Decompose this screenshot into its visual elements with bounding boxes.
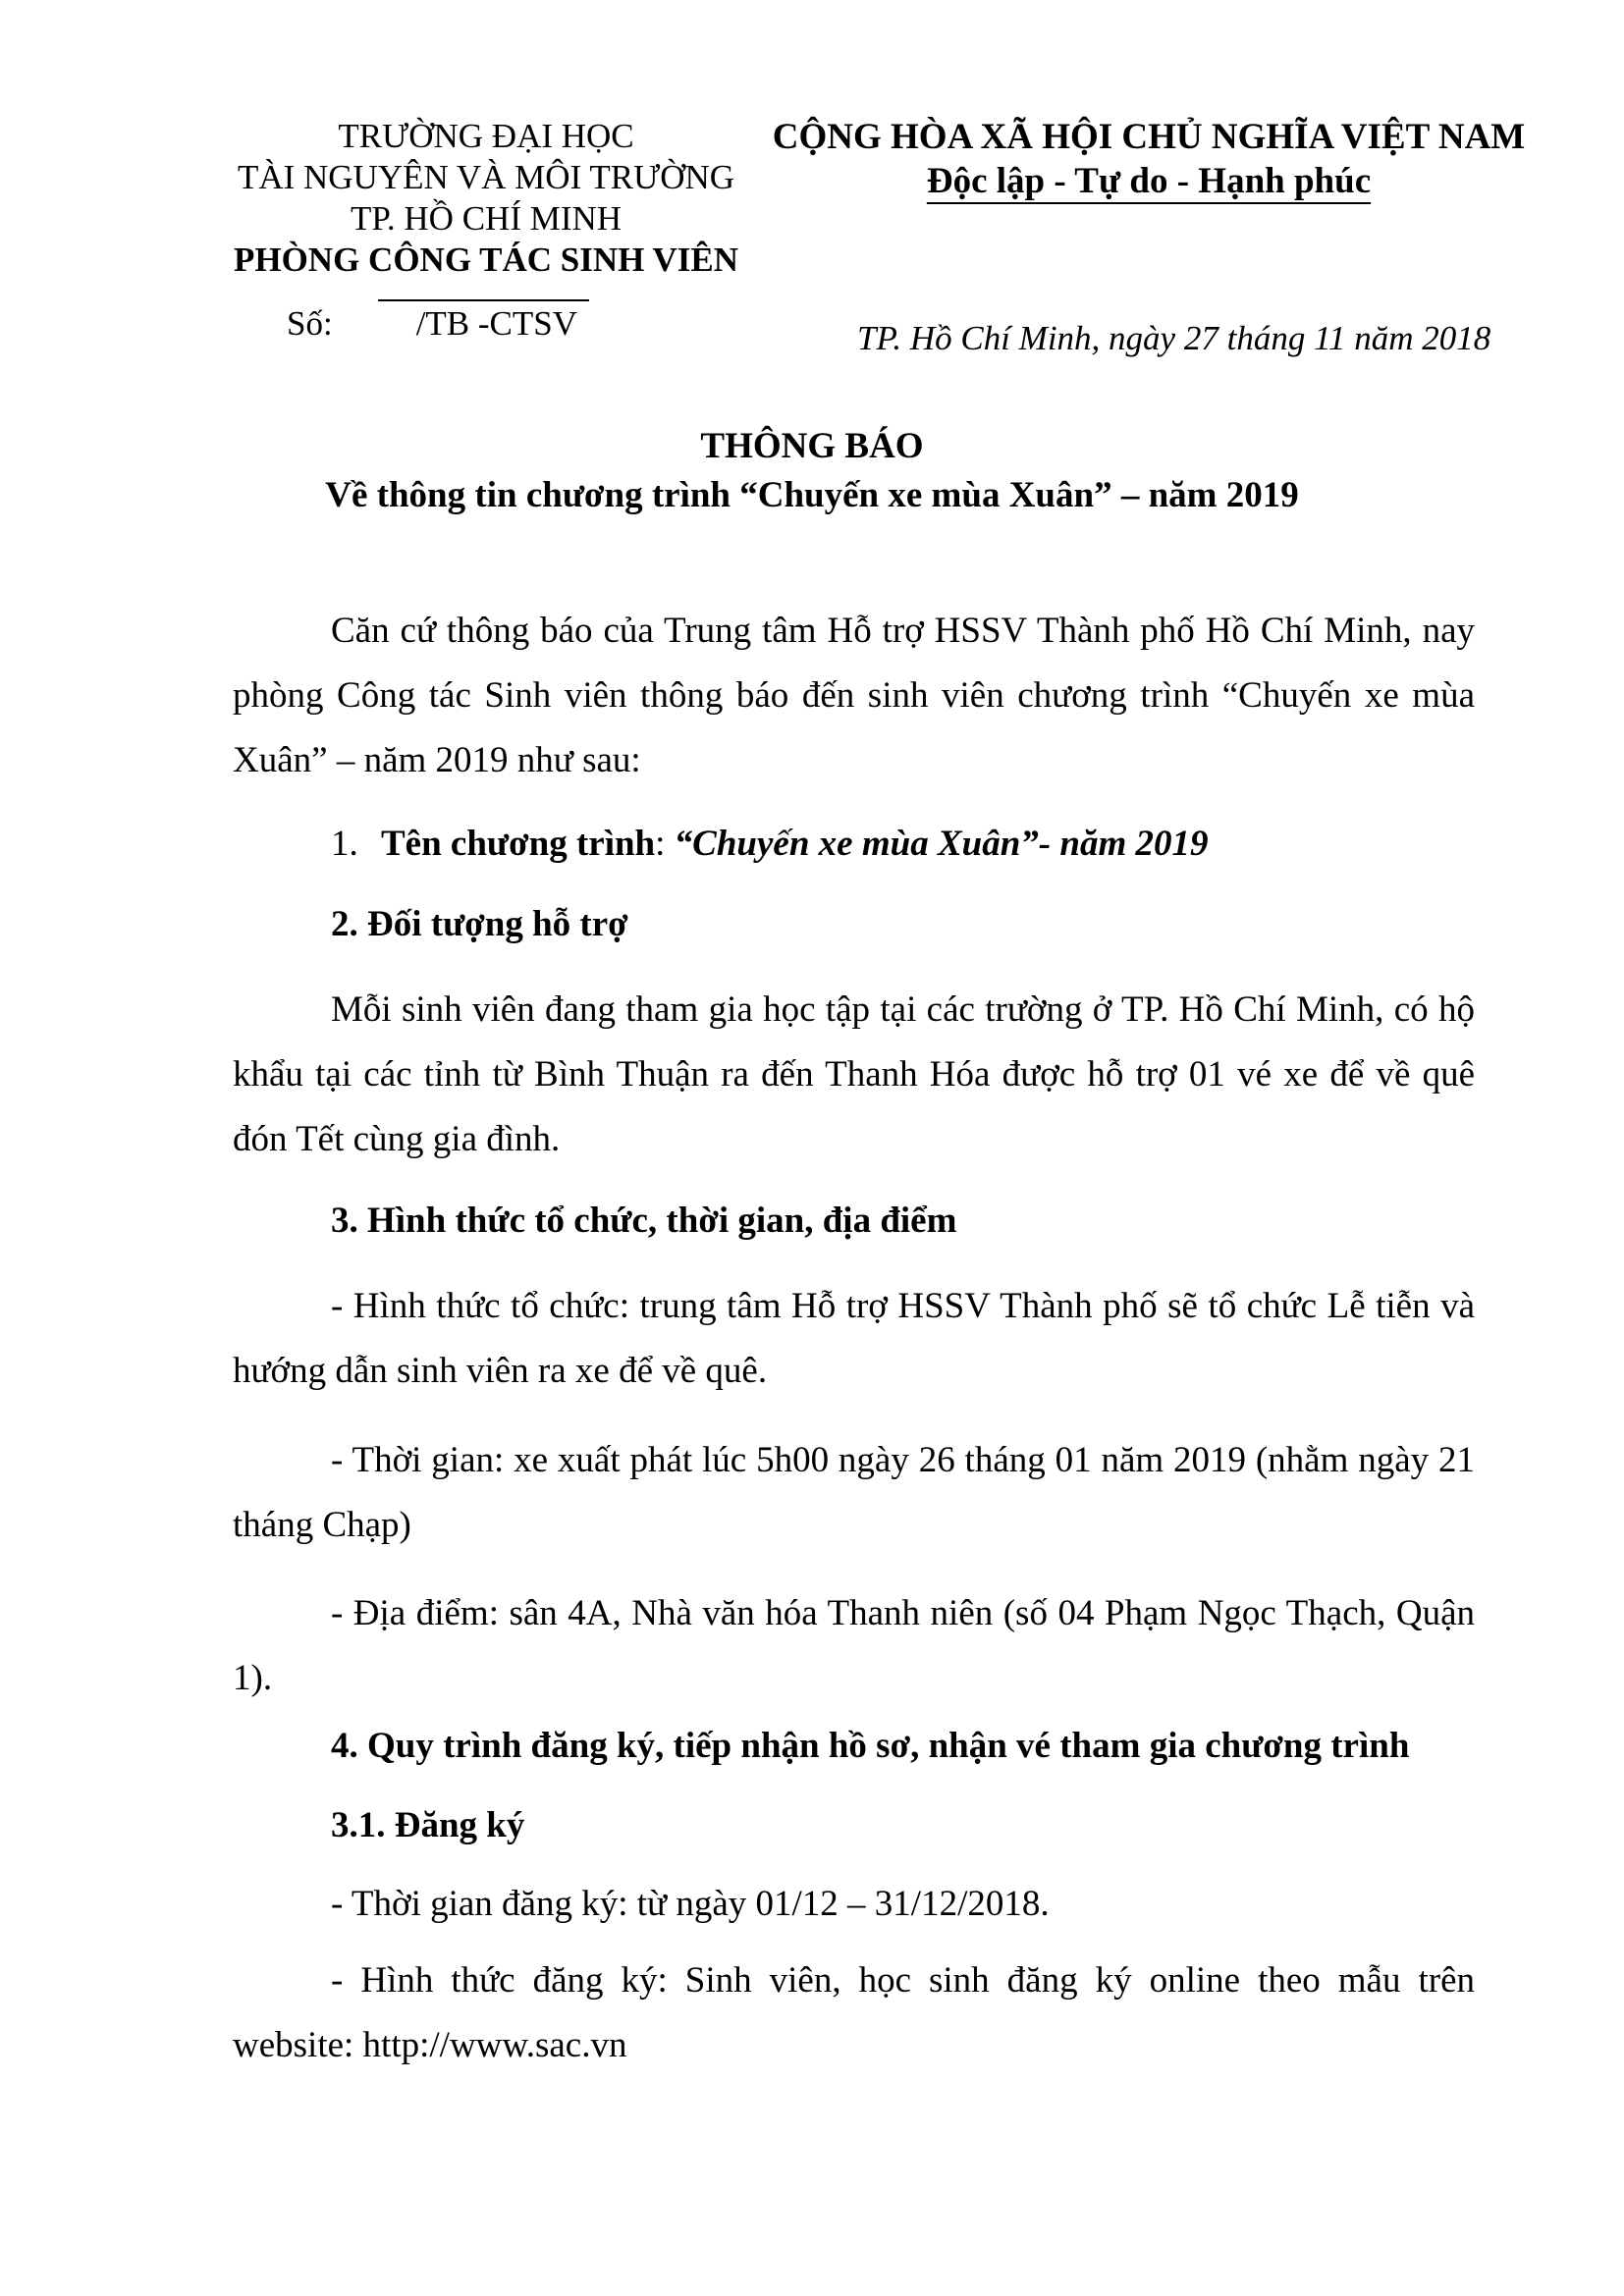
section-3-place-paragraph: - Địa điểm: sân 4A, Nhà văn hóa Thanh niên (số 04 Phạm Ngọc Thạch, Quận 1). bbox=[233, 1593, 1475, 1698]
section-2-paragraph: Mỗi sinh viên đang tham gia học tập tại các trường ở TP. Hồ Chí Minh, có hộ khẩu tại các tỉnh từ Bình Thuận ra đến Thanh Hóa được hỗ trợ 01 vé xe để về quê đón Tết cùng gia đình. bbox=[233, 989, 1475, 1159]
section-3-time-paragraph: - Thời gian: xe xuất phát lúc 5h00 ngày 26 tháng 01 năm 2019 (nhằm ngày 21 tháng Chạp) bbox=[233, 1440, 1475, 1545]
school-name-line3: TP. HỒ CHÍ MINH bbox=[350, 199, 623, 238]
section-1-colon: : bbox=[655, 824, 666, 864]
department-name: PHÒNG CÔNG TÁC SINH VIÊN bbox=[233, 240, 739, 279]
national-motto bbox=[756, 159, 1542, 204]
document-number bbox=[287, 304, 577, 344]
section-1-label: Tên chương trình bbox=[381, 824, 656, 864]
document-subtitle: Về thông tin chương trình “Chuyến xe mùa Xuân” – năm 2019 bbox=[325, 475, 1299, 515]
school-name-line2: TÀI NGUYÊN VÀ MÔI TRƯỜNG bbox=[237, 158, 735, 196]
document-number-label: Số: bbox=[287, 304, 333, 343]
national-motto-text: Độc lập - Tự do - Hạnh phúc bbox=[926, 161, 1372, 201]
registration-time: - Thời gian đăng ký: từ ngày 01/12 – 31/12/2018. bbox=[331, 1884, 1050, 1924]
document-title: THÔNG BÁO bbox=[700, 426, 924, 466]
section-3-form-paragraph: - Hình thức tổ chức: trung tâm Hỗ trợ HSSV Thành phố sẽ tổ chức Lễ tiễn và hướng dẫn sinh viên ra xe để về quê. bbox=[233, 1286, 1475, 1391]
national-title: CỘNG HÒA XÃ HỘI CHỦ NGHĨA VIỆT NAM bbox=[772, 117, 1526, 157]
section-1-value: “Chuyến xe mùa Xuân”- năm 2019 bbox=[674, 824, 1209, 864]
document-number-code: /TB -CTSV bbox=[415, 304, 578, 343]
header-left-divider bbox=[378, 299, 589, 301]
section-1-number: 1. bbox=[331, 824, 358, 864]
school-name-line1: TRƯỜNG ĐẠI HỌC bbox=[338, 117, 634, 155]
section-2-heading: 2. Đối tượng hỗ trợ bbox=[331, 904, 628, 944]
section-4-heading: 4. Quy trình đăng ký, tiếp nhận hồ sơ, nhận vé tham gia chương trình bbox=[331, 1726, 1410, 1766]
intro-paragraph: Căn cứ thông báo của Trung tâm Hỗ trợ HSSV Thành phố Hồ Chí Minh, nay phòng Công tác Sinh viên thông báo đến sinh viên chương trình “Chuyến xe mùa Xuân” – năm 2019 như sau: bbox=[233, 611, 1475, 780]
section-3-1-heading: 3.1. Đăng ký bbox=[331, 1805, 525, 1845]
registration-form-paragraph: - Hình thức đăng ký: Sinh viên, học sinh đăng ký online theo mẫu trên website: http://www.sac.vn bbox=[233, 1960, 1475, 2065]
issue-date: TP. Hồ Chí Minh, ngày 27 tháng 11 năm 2018 bbox=[857, 319, 1491, 357]
section-3-heading: 3. Hình thức tổ chức, thời gian, địa điểm bbox=[331, 1201, 957, 1241]
section-1 bbox=[331, 823, 1208, 865]
